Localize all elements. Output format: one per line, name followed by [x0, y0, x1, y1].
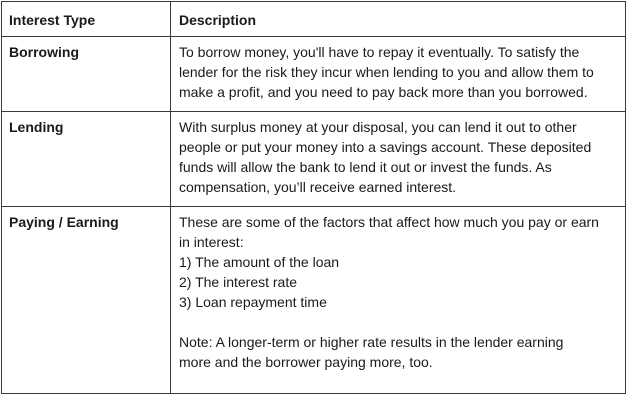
description-line: people or put your money into a savings account. These deposited — [179, 139, 592, 155]
header-description-label: Description — [179, 12, 257, 28]
factor-item: 1) The amount of the loan — [179, 254, 340, 270]
type-label-borrowing: Borrowing — [9, 44, 79, 60]
cell-type-borrowing — [2, 37, 171, 112]
description-line: lender for the risk they incur when lending to you and allow them to — [179, 64, 594, 80]
table-row-paying-earning — [2, 207, 626, 394]
description-line: compensation, you’ll receive earned interest. — [179, 179, 457, 195]
cell-description-borrowing — [171, 37, 626, 112]
cell-description-paying-earning — [171, 207, 626, 394]
table-row-borrowing — [2, 37, 626, 112]
cell-type-paying-earning — [2, 207, 171, 394]
factor-item: 2) The interest rate — [179, 274, 298, 290]
type-label-lending: Lending — [9, 119, 64, 135]
interest-types-table — [1, 1, 626, 394]
type-label-paying-earning: Paying / Earning — [9, 214, 119, 230]
header-interest-type — [2, 2, 171, 37]
description-line: in interest: — [179, 234, 244, 250]
table-header-row — [2, 2, 626, 37]
description-line: To borrow money, you'll have to repay it eventually. To satisfy the — [179, 44, 580, 60]
description-line: funds will allow the bank to lend it out or invest the funds. As — [179, 159, 552, 175]
description-line: make a profit, and you need to pay back more than you borrowed. — [179, 84, 588, 100]
note-line: more and the borrower paying more, too. — [179, 354, 433, 370]
cell-type-lending — [2, 112, 171, 207]
description-line: These are some of the factors that affect how much you pay or earn — [179, 214, 599, 230]
cell-description-lending — [171, 112, 626, 207]
table-row-lending — [2, 112, 626, 207]
header-description — [171, 2, 626, 37]
description-line: With surplus money at your disposal, you can lend it out to other — [179, 119, 577, 135]
note-line: Note: A longer-term or higher rate results in the lender earning — [179, 334, 564, 350]
blank-line — [179, 312, 619, 332]
factor-item: 3) Loan repayment time — [179, 294, 327, 310]
header-interest-type-label: Interest Type — [9, 12, 96, 28]
